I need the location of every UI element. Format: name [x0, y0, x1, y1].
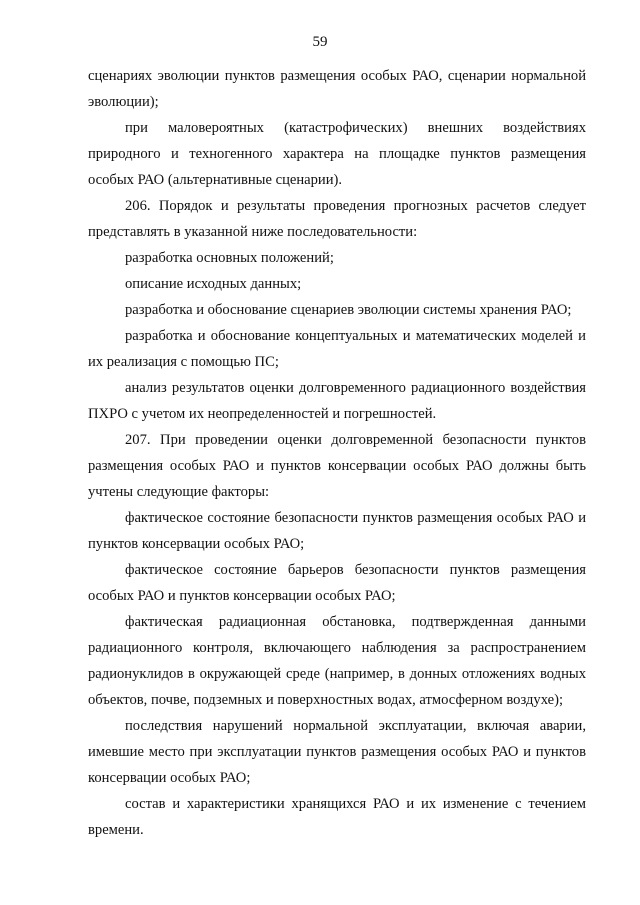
paragraph-9: 207. При проведении оценки долговременной безопасности пунктов размещения особых РАО и пунктов консервации особых РАО должны быть учтены следующие факторы: — [88, 432, 586, 500]
paragraph-5: описание исходных данных; — [125, 276, 302, 292]
paragraph-8: анализ результатов оценки долговременного радиационного воздействия ПХРО с учетом их неопределенностей и погрешностей. — [88, 380, 586, 422]
paragraph-10: фактическое состояние безопасности пунктов размещения особых РАО и пунктов консервации особых РАО; — [88, 510, 586, 552]
paragraph-1: сценариях эволюции пунктов размещения особых РАО, сценарии нормальной эволюции); — [88, 68, 586, 110]
paragraph-12: фактическая радиационная обстановка, подтвержденная данными радиационного контроля, включающего наблюдения за распространением радионуклидов в окружающей среде (например, в донных отложениях водных объектов, почве, подземных и поверхностных водах, атмосферном воздухе); — [88, 614, 586, 708]
paragraph-11: фактическое состояние барьеров безопасности пунктов размещения особых РАО и пунктов консервации особых РАО; — [88, 562, 586, 604]
paragraph-6: разработка и обоснование сценариев эволюции системы хранения РАО; — [125, 302, 572, 318]
body-text — [88, 63, 586, 843]
paragraph-2: при маловероятных (катастрофических) внешних воздействиях природного и техногенного характера на площадке пунктов размещения особых РАО (альтернативные сценарии). — [88, 120, 586, 188]
paragraph-13: последствия нарушений нормальной эксплуатации, включая аварии, имевшие место при эксплуатации пунктов размещения особых РАО и пунктов консервации особых РАО; — [88, 718, 586, 786]
paragraph-14: состав и характеристики хранящихся РАО и их изменение с течением времени. — [88, 796, 586, 838]
paragraph-7: разработка и обоснование концептуальных и математических моделей и их реализация с помощью ПС; — [88, 328, 586, 370]
paragraph-3: 206. Порядок и результаты проведения прогнозных расчетов следует представлять в указанной ниже последовательности: — [88, 198, 586, 240]
page-number: 59 — [312, 34, 328, 50]
paragraph-4: разработка основных положений; — [125, 250, 334, 266]
